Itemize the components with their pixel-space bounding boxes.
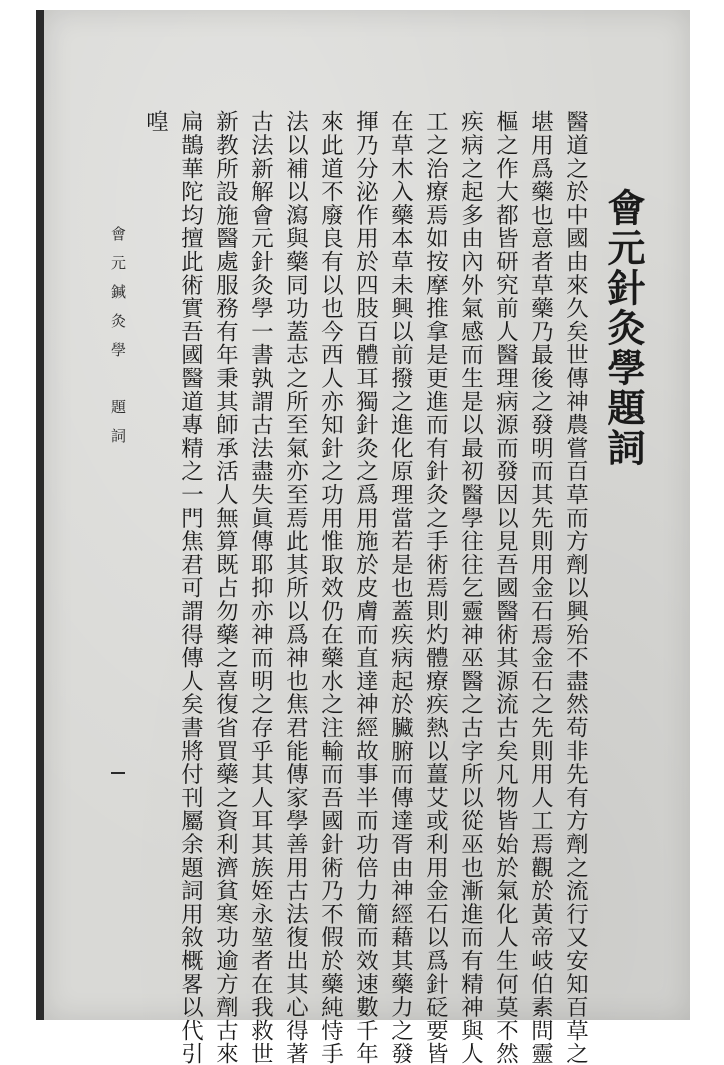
text-column: 樞之作大都皆研究前人醫理病源而發因以見吾國醫術其源流古矣凡物皆始於氣化人生何莫不然 — [492, 110, 519, 1065]
text-column: 在草木入藥本草未興以前撥之進化原理當若是也蓋疾病起於臟腑而傳達胥由神經藉其藥力之發 — [387, 110, 414, 1065]
text-column: 揮乃分泌作用於四肢百體耳獨針灸之爲用施於皮膚而直達神經故事半而功倍力簡而效速數千年 — [352, 110, 379, 1065]
text-column: 古法新解會元針灸學一書孰謂古法盡失眞傳耶抑亦神而明之存乎其人耳其族姪永堃者在我救世 — [247, 110, 274, 1065]
text-column: 堪用爲藥也意者草藥乃最後之發明而其先則用金石焉金石之先則用人工焉觀於黃帝岐伯素問靈 — [527, 110, 554, 1065]
text-column: 新教所設施醫處服務有年秉其師承活人無算既占勿藥之喜復省買藥之資利濟貧寒功逾方劑古來 — [212, 110, 239, 1065]
running-head — [108, 226, 129, 457]
text-column: 扁鵲華陀均擅此術實吾國醫道專精之一門焦君可謂得傳人矣書將付刊屬余題詞用敘概畧以代引 — [177, 110, 204, 1065]
scan-edge — [36, 10, 44, 1020]
running-head-section: 題詞 — [109, 399, 127, 457]
text-column: 喤 — [142, 110, 169, 134]
page-number — [111, 772, 125, 774]
page-title: 會元針灸學題詞 — [601, 188, 646, 468]
text-column: 工之治療焉如按摩推拿是更進而有針灸之手術焉則灼體療疾熱以薑艾或利用金石以爲針砭要皆 — [422, 110, 449, 1065]
running-head-book-title: 會元鍼灸學 — [109, 226, 127, 371]
text-column: 法以補以瀉與藥同功蓋志之所至氣亦至焉此其所以爲神也焦君能傳家學善用古法復出其心得著 — [282, 110, 309, 1065]
text-column: 疾病之起多由內外氣感而生是以最初醫學往往乞靈神巫醫之古字所以從巫也漸進而有精神與人 — [457, 110, 484, 1065]
text-column: 來此道不廢良有以也今西人亦知針之功用惟取效仍在藥水之注輸而吾國針術乃不假於藥純恃手 — [317, 110, 344, 1065]
text-column: 醫道之於中國由來久矣世傳神農嘗百草而方劑以興殆不盡然苟非先有方劑之流行又安知百草之 — [562, 110, 589, 1065]
